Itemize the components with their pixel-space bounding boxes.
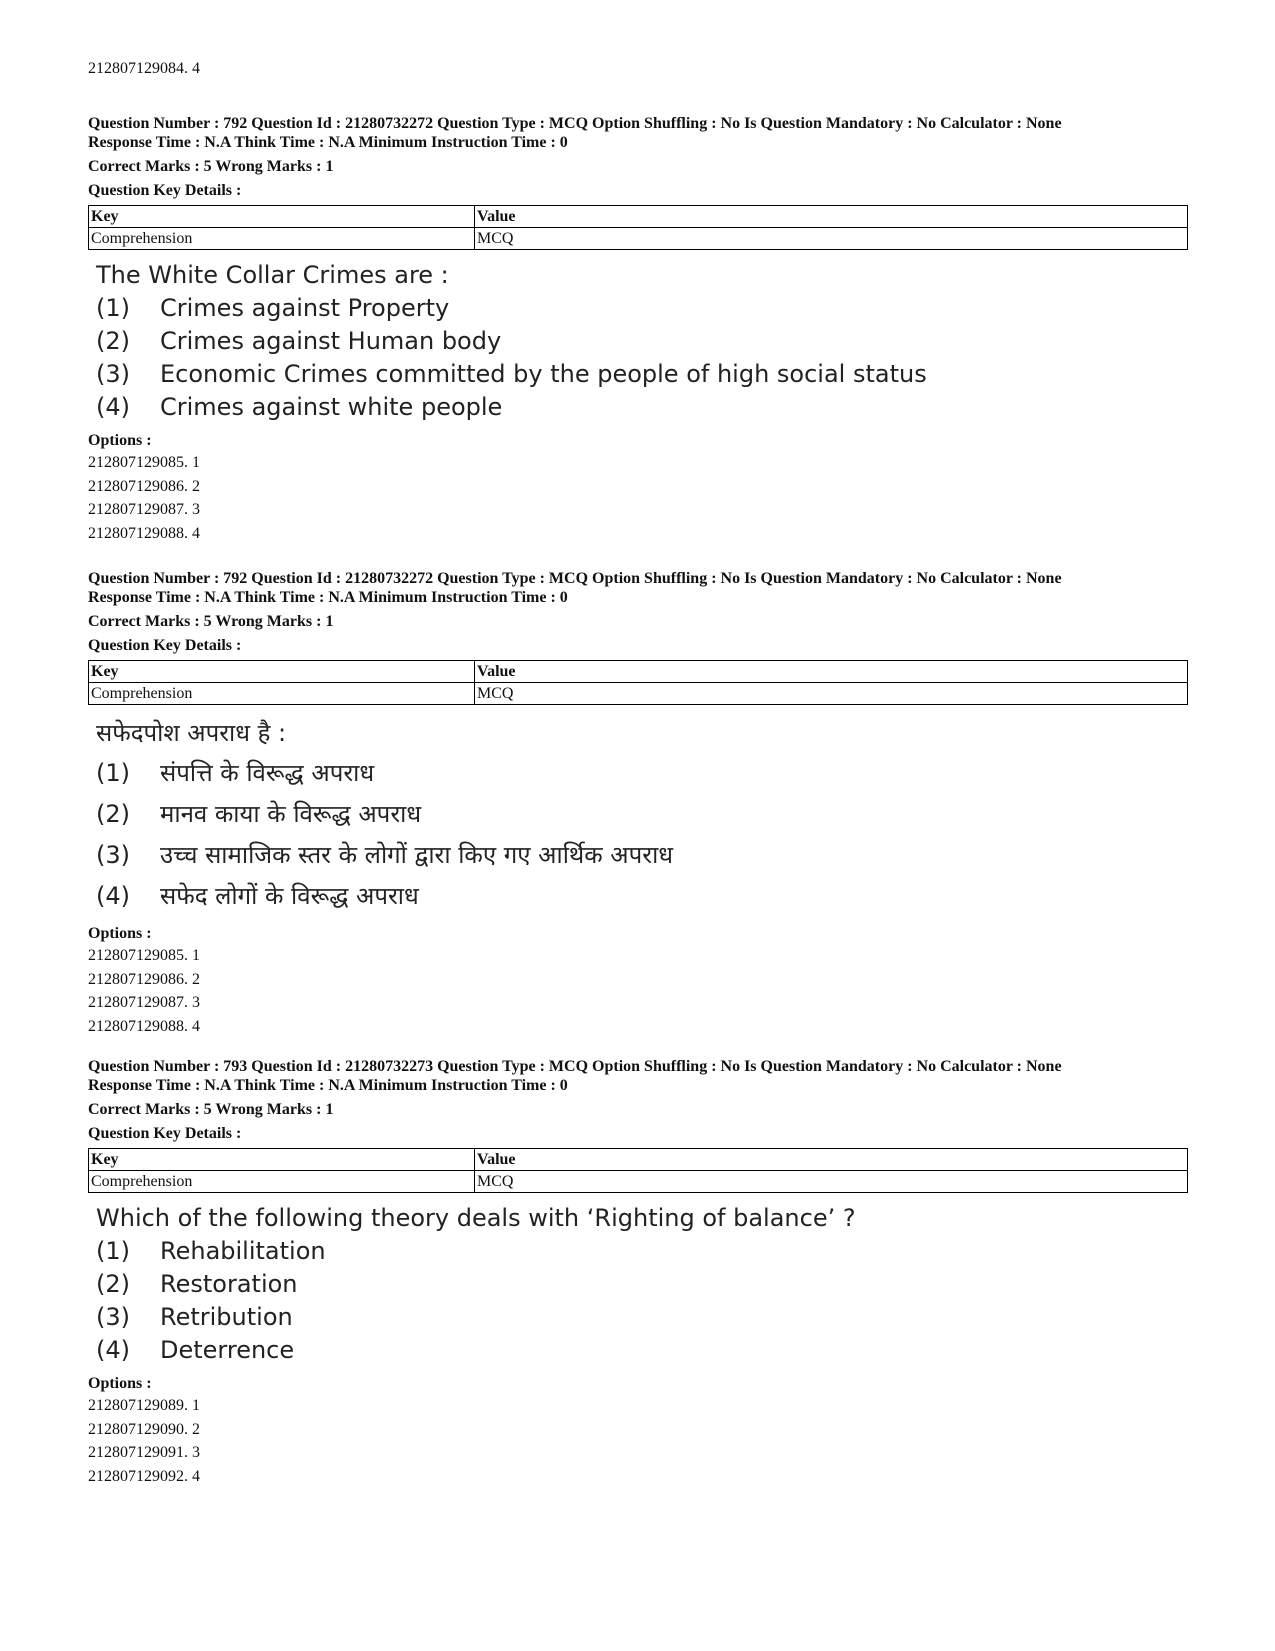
choice-text: Crimes against Human body	[160, 327, 502, 355]
choice-text: Retribution	[160, 1303, 293, 1331]
question-block	[88, 569, 1188, 1038]
question-content	[96, 258, 1188, 424]
value-header: Value	[475, 661, 1188, 683]
choice-item	[96, 1235, 1188, 1268]
table-row	[89, 228, 1188, 250]
choice-item	[96, 835, 1188, 876]
choice-text: सफेद लोगों के विरूद्ध अपराध	[160, 882, 419, 910]
choice-item	[96, 325, 1188, 358]
option-id: 212807129086. 2	[88, 970, 200, 988]
question-stem: Which of the following theory deals with ‘Righting of balance’ ?	[96, 1204, 856, 1232]
choice-item	[96, 794, 1188, 835]
option-id: 212807129087. 3	[88, 994, 200, 1011]
choice-number: (4)	[96, 882, 130, 910]
key-details-table	[88, 1148, 1188, 1193]
key-details-table	[88, 205, 1188, 250]
choice-number: (1)	[96, 759, 130, 787]
choice-text: Deterrence	[160, 1336, 295, 1364]
option-id: 212807129085. 1	[88, 947, 200, 964]
choice-number: (1)	[96, 294, 130, 322]
value-header: Value	[475, 206, 1188, 228]
choice-number: (3)	[96, 360, 130, 388]
choice-number: (1)	[96, 1237, 130, 1265]
question-meta-line1: Question Number : 792 Question Id : 21280732272 Question Type : MCQ Option Shuffling : No Is Question Mandatory : No Calculator : None	[88, 570, 1062, 587]
choice-number: (4)	[96, 1336, 130, 1364]
choice-text: Crimes against Property	[160, 294, 450, 322]
question-stem: The White Collar Crimes are :	[96, 261, 449, 289]
choice-item	[96, 292, 1188, 325]
key-cell: Comprehension	[89, 228, 475, 250]
option-id: 212807129088. 4	[88, 1017, 200, 1035]
key-header: Key	[89, 661, 475, 683]
options-label: Options :	[88, 1375, 152, 1392]
option-id: 212807129088. 4	[88, 524, 200, 542]
choice-item	[96, 1268, 1188, 1301]
value-cell: MCQ	[475, 1171, 1188, 1193]
choice-item	[96, 1301, 1188, 1334]
value-cell: MCQ	[475, 683, 1188, 705]
option-id: 212807129087. 3	[88, 501, 200, 518]
question-marks: Correct Marks : 5 Wrong Marks : 1	[88, 613, 334, 630]
table-row	[89, 1171, 1188, 1193]
choice-number: (4)	[96, 393, 130, 421]
choice-number: (2)	[96, 1270, 130, 1298]
choice-text: संपत्ति के विरूद्ध अपराध	[160, 759, 375, 787]
option-id: 212807129092. 4	[88, 1467, 200, 1485]
question-meta-line2: Response Time : N.A Think Time : N.A Minimum Instruction Time : 0	[88, 134, 568, 151]
key-details-label: Question Key Details :	[88, 182, 242, 199]
choice-item	[96, 391, 1188, 424]
choice-item	[96, 1334, 1188, 1367]
option-id: 212807129089. 1	[88, 1397, 200, 1414]
choice-number: (2)	[96, 327, 130, 355]
value-cell: MCQ	[475, 228, 1188, 250]
choice-text: Economic Crimes committed by the people of high social status	[160, 360, 927, 388]
question-meta-line1: Question Number : 793 Question Id : 21280732273 Question Type : MCQ Option Shuffling : No Is Question Mandatory : No Calculator : None	[88, 1058, 1062, 1075]
options-label: Options :	[88, 925, 152, 942]
key-details-table	[88, 660, 1188, 705]
key-cell: Comprehension	[89, 1171, 475, 1193]
question-meta-line1: Question Number : 792 Question Id : 21280732272 Question Type : MCQ Option Shuffling : No Is Question Mandatory : No Calculator : None	[88, 115, 1062, 132]
question-marks: Correct Marks : 5 Wrong Marks : 1	[88, 158, 334, 175]
choice-item	[96, 358, 1188, 391]
choice-text: उच्च सामाजिक स्तर के लोगों द्वारा किए गए आर्थिक अपराध	[160, 841, 674, 869]
choice-number: (3)	[96, 841, 130, 869]
key-details-label: Question Key Details :	[88, 1125, 242, 1142]
table-row	[89, 1149, 1188, 1171]
value-header: Value	[475, 1149, 1188, 1171]
option-id: 212807129085. 1	[88, 454, 200, 471]
question-meta-line2: Response Time : N.A Think Time : N.A Minimum Instruction Time : 0	[88, 589, 568, 606]
options-label: Options :	[88, 432, 152, 449]
choice-text: Crimes against white people	[160, 393, 503, 421]
option-id: 212807129090. 2	[88, 1420, 200, 1438]
key-details-label: Question Key Details :	[88, 637, 242, 654]
question-meta-line2: Response Time : N.A Think Time : N.A Minimum Instruction Time : 0	[88, 1077, 568, 1094]
choice-number: (2)	[96, 800, 130, 828]
table-row	[89, 661, 1188, 683]
key-header: Key	[89, 1149, 475, 1171]
question-stem: सफेदपोश अपराध है :	[96, 719, 287, 747]
choice-text: Rehabilitation	[160, 1237, 326, 1265]
option-id: 212807129086. 2	[88, 477, 200, 495]
choice-item	[96, 876, 1188, 917]
option-id: 212807129091. 3	[88, 1444, 200, 1461]
question-block	[88, 114, 1188, 545]
question-block	[88, 1057, 1188, 1488]
choice-text: मानव काया के विरूद्ध अपराध	[160, 800, 422, 828]
question-content	[96, 1201, 1188, 1367]
page-header-id: 212807129084. 4	[88, 60, 200, 77]
choice-item	[96, 753, 1188, 794]
table-row	[89, 206, 1188, 228]
table-row	[89, 683, 1188, 705]
choice-text: Restoration	[160, 1270, 298, 1298]
key-cell: Comprehension	[89, 683, 475, 705]
choice-number: (3)	[96, 1303, 130, 1331]
question-content	[96, 713, 1188, 917]
question-marks: Correct Marks : 5 Wrong Marks : 1	[88, 1101, 334, 1118]
key-header: Key	[89, 206, 475, 228]
